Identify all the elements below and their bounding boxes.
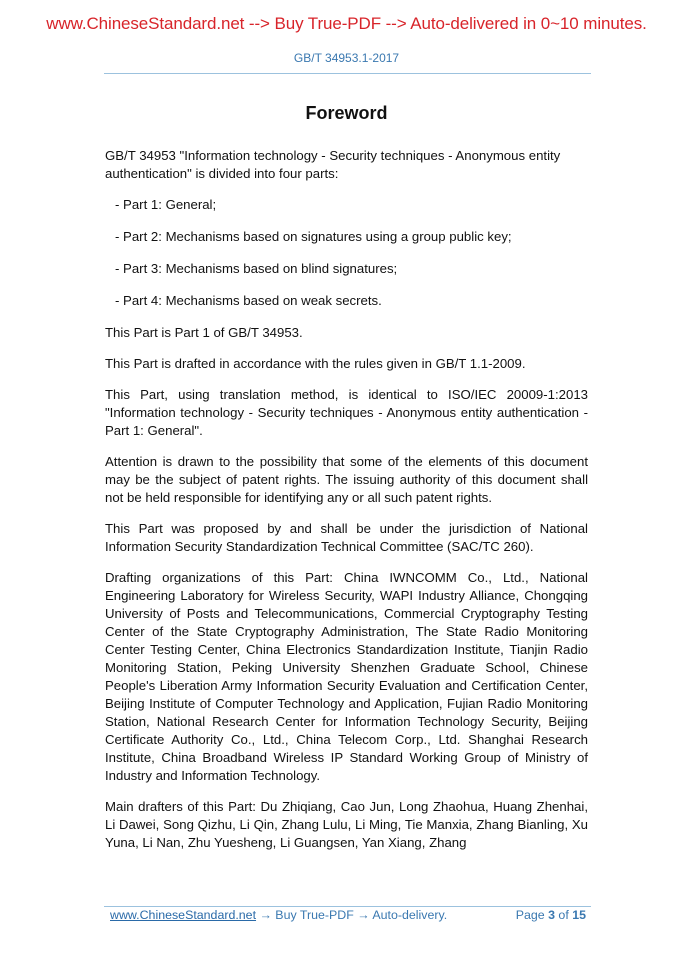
page-label: Page <box>515 908 549 922</box>
page-total: 15 <box>572 908 586 922</box>
part-list-item: - Part 1: General; <box>115 197 217 212</box>
page-title: Foreword <box>305 103 388 123</box>
proposed-paragraph: This Part was proposed by and shall be under the jurisdiction of National Information Security Standardization Technical Committee (SAC/TC 260). <box>105 521 588 554</box>
part-list-item: - Part 4: Mechanisms based on weak secrets. <box>115 293 382 308</box>
page-indicator <box>516 908 586 922</box>
website-link[interactable]: www.ChineseStandard.net <box>110 908 257 922</box>
document-body <box>105 147 588 865</box>
intro-paragraph: GB/T 34953 "Information technology - Security techniques - Anonymous entity authentication" is divided into four parts: <box>105 148 561 181</box>
part-list-item: - Part 2: Mechanisms based on signatures using a group public key; <box>115 229 512 244</box>
page-footer <box>110 908 586 922</box>
drafted-paragraph: This Part is drafted in accordance with the rules given in GB/T 1.1-2009. <box>105 356 526 371</box>
footer-divider <box>104 906 591 907</box>
drafting-orgs-paragraph: Drafting organizations of this Part: China IWNCOMM Co., Ltd., National Engineering Laboratory for Wireless Security, WAPI Industry Alliance, Chongqing University of Posts and Telecommunications, Commercial Cryptography Testing Center of the State Cryptography Administration, The State Radio Monitoring Center Testing Center, China Electronics Standardization Institute, Tianjin Radio Monitoring Station, Peking University Shenzhen Graduate School, Chinese People's Liberation Army Information Security Evaluation and Certification Center, Beijing Institute of Computer Technology and Application, Fujian Radio Monitoring Station, National Research Center for Information Technology Security, Beijing Certificate Authority Co., Ltd., China Telecom Corp., Ltd. Shanghai Research Institute, China Broadband Wireless IP Standard Working Group of Ministry of Industry and Information Technology. <box>105 570 588 783</box>
footer-tagline: → Buy True-PDF → Auto-delivery. <box>256 908 448 922</box>
part-list-item: - Part 3: Mechanisms based on blind signatures; <box>115 261 398 276</box>
header-divider <box>104 73 591 74</box>
standard-id-header: GB/T 34953.1-2017 <box>293 51 400 65</box>
page-of: of <box>554 908 573 922</box>
promo-banner[interactable]: www.ChineseStandard.net --> Buy True-PDF --> Auto-delivered in 0~10 minutes. <box>46 14 647 33</box>
page-current: 3 <box>548 908 555 922</box>
drafters-paragraph: Main drafters of this Part: Du Zhiqiang, Cao Jun, Long Zhaohua, Huang Zhenhai, Li Dawei, Song Qizhu, Li Qin, Zhang Lulu, Li Ming, Tie Manxia, Zhang Bianling, Xu Yuna, Li Nan, Zhu Yuesheng, Li Guangsen, Yan Xiang, Zhang <box>105 799 588 850</box>
part-of-paragraph: This Part is Part 1 of GB/T 34953. <box>105 325 303 340</box>
translation-paragraph: This Part, using translation method, is identical to ISO/IEC 20009-1:2013 "Information technology - Security techniques - Anonymous entity authentication - Part 1: General". <box>105 387 588 438</box>
patent-paragraph: Attention is drawn to the possibility that some of the elements of this document may be the subject of patent rights. The issuing authority of this document shall not be held responsible for identifying any or all such patent rights. <box>105 454 588 505</box>
